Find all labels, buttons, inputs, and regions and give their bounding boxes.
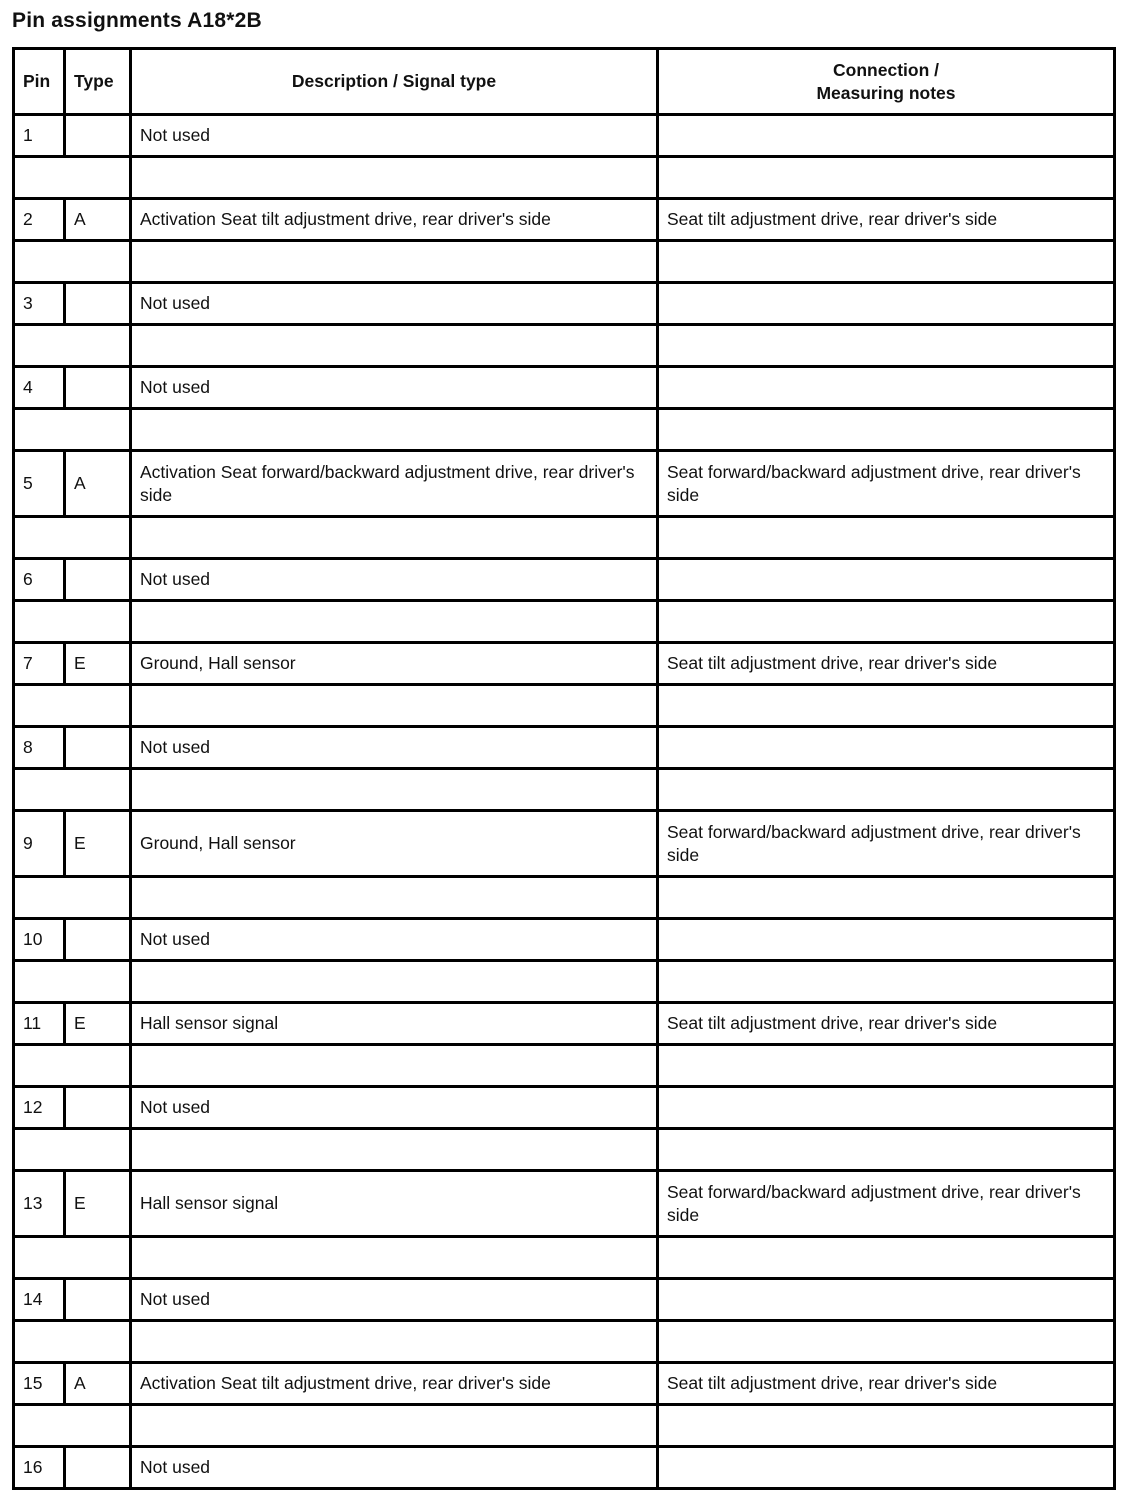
spacer-cell xyxy=(131,1129,658,1171)
table-row xyxy=(14,727,1115,769)
description-cell: Activation Seat tilt adjustment drive, rear driver's side xyxy=(131,1363,658,1405)
spacer-row xyxy=(14,685,1115,727)
pin-cell: 8 xyxy=(14,727,65,769)
spacer-row xyxy=(14,1321,1115,1363)
spacer-row xyxy=(14,769,1115,811)
spacer-cell xyxy=(658,601,1115,643)
spacer-row xyxy=(14,157,1115,199)
connection-cell xyxy=(658,919,1115,961)
spacer-cell xyxy=(14,877,131,919)
spacer-cell xyxy=(658,241,1115,283)
description-cell: Not used xyxy=(131,1087,658,1129)
connection-cell: Seat tilt adjustment drive, rear driver's side xyxy=(658,199,1115,241)
connection-cell xyxy=(658,1087,1115,1129)
type-cell: E xyxy=(65,643,131,685)
table-row xyxy=(14,919,1115,961)
connection-cell: Seat tilt adjustment drive, rear driver's side xyxy=(658,1363,1115,1405)
description-cell: Ground, Hall sensor xyxy=(131,811,658,877)
connection-cell xyxy=(658,115,1115,157)
spacer-cell xyxy=(658,157,1115,199)
description-cell: Activation Seat forward/backward adjustment drive, rear driver's side xyxy=(131,451,658,517)
table-row xyxy=(14,559,1115,601)
spacer-row xyxy=(14,517,1115,559)
spacer-row xyxy=(14,1405,1115,1447)
spacer-cell xyxy=(14,685,131,727)
pin-cell: 16 xyxy=(14,1447,65,1489)
spacer-cell xyxy=(14,157,131,199)
pin-cell: 1 xyxy=(14,115,65,157)
column-header-connection-line2: Measuring notes xyxy=(816,82,956,103)
type-cell: A xyxy=(65,199,131,241)
page-title: Pin assignments A18*2B xyxy=(12,9,262,32)
connection-cell xyxy=(658,1279,1115,1321)
table-row xyxy=(14,1363,1115,1405)
spacer-cell xyxy=(14,1045,131,1087)
spacer-cell xyxy=(658,409,1115,451)
spacer-cell xyxy=(14,1321,131,1363)
spacer-cell xyxy=(131,517,658,559)
description-cell: Not used xyxy=(131,115,658,157)
connection-cell xyxy=(658,283,1115,325)
spacer-cell xyxy=(658,685,1115,727)
table-row xyxy=(14,1087,1115,1129)
type-cell: E xyxy=(65,1171,131,1237)
spacer-cell xyxy=(14,769,131,811)
spacer-cell xyxy=(14,1237,131,1279)
spacer-row xyxy=(14,241,1115,283)
table-row xyxy=(14,367,1115,409)
connection-cell: Seat tilt adjustment drive, rear driver's side xyxy=(658,643,1115,685)
spacer-cell xyxy=(658,1405,1115,1447)
description-cell: Not used xyxy=(131,1279,658,1321)
column-header-description: Description / Signal type xyxy=(131,49,658,115)
pin-cell: 3 xyxy=(14,283,65,325)
description-cell: Not used xyxy=(131,919,658,961)
spacer-cell xyxy=(131,325,658,367)
type-cell xyxy=(65,727,131,769)
spacer-cell xyxy=(131,241,658,283)
type-cell xyxy=(65,559,131,601)
type-cell: A xyxy=(65,451,131,517)
spacer-cell xyxy=(131,1237,658,1279)
connection-cell xyxy=(658,367,1115,409)
pin-cell: 10 xyxy=(14,919,65,961)
spacer-cell xyxy=(658,1129,1115,1171)
spacer-row xyxy=(14,601,1115,643)
pin-cell: 2 xyxy=(14,199,65,241)
spacer-cell xyxy=(14,961,131,1003)
spacer-cell xyxy=(658,325,1115,367)
type-cell: E xyxy=(65,1003,131,1045)
pin-cell: 9 xyxy=(14,811,65,877)
column-header-connection xyxy=(658,49,1115,115)
description-cell: Ground, Hall sensor xyxy=(131,643,658,685)
description-cell: Not used xyxy=(131,559,658,601)
spacer-row xyxy=(14,1129,1115,1171)
spacer-cell xyxy=(131,1405,658,1447)
spacer-cell xyxy=(658,877,1115,919)
spacer-row xyxy=(14,877,1115,919)
pin-assignment-table xyxy=(12,47,1116,1490)
table-row xyxy=(14,1447,1115,1489)
connection-cell: Seat forward/backward adjustment drive, rear driver's side xyxy=(658,811,1115,877)
type-cell: E xyxy=(65,811,131,877)
table-row xyxy=(14,115,1115,157)
spacer-cell xyxy=(14,241,131,283)
type-cell xyxy=(65,1447,131,1489)
spacer-row xyxy=(14,325,1115,367)
type-cell xyxy=(65,283,131,325)
description-cell: Activation Seat tilt adjustment drive, rear driver's side xyxy=(131,199,658,241)
connection-cell xyxy=(658,1447,1115,1489)
spacer-cell xyxy=(131,877,658,919)
spacer-row xyxy=(14,961,1115,1003)
spacer-cell xyxy=(658,961,1115,1003)
pin-cell: 11 xyxy=(14,1003,65,1045)
description-cell: Hall sensor signal xyxy=(131,1171,658,1237)
spacer-cell xyxy=(14,409,131,451)
spacer-cell xyxy=(14,517,131,559)
spacer-cell xyxy=(658,517,1115,559)
pin-cell: 5 xyxy=(14,451,65,517)
type-cell xyxy=(65,1279,131,1321)
column-header-type: Type xyxy=(65,49,131,115)
table-header-row xyxy=(14,49,1115,115)
type-cell xyxy=(65,919,131,961)
spacer-cell xyxy=(14,1129,131,1171)
description-cell: Hall sensor signal xyxy=(131,1003,658,1045)
spacer-cell xyxy=(658,1045,1115,1087)
connection-cell xyxy=(658,727,1115,769)
spacer-cell xyxy=(131,409,658,451)
table-row xyxy=(14,199,1115,241)
type-cell xyxy=(65,115,131,157)
type-cell: A xyxy=(65,1363,131,1405)
pin-cell: 15 xyxy=(14,1363,65,1405)
description-cell: Not used xyxy=(131,283,658,325)
pin-cell: 7 xyxy=(14,643,65,685)
spacer-cell xyxy=(131,685,658,727)
spacer-row xyxy=(14,1045,1115,1087)
description-cell: Not used xyxy=(131,727,658,769)
pin-cell: 12 xyxy=(14,1087,65,1129)
spacer-cell xyxy=(131,601,658,643)
description-cell: Not used xyxy=(131,1447,658,1489)
pin-cell: 13 xyxy=(14,1171,65,1237)
table-row xyxy=(14,1003,1115,1045)
spacer-row xyxy=(14,409,1115,451)
table-row xyxy=(14,1171,1115,1237)
table-row xyxy=(14,811,1115,877)
spacer-cell xyxy=(658,769,1115,811)
column-header-pin: Pin xyxy=(14,49,65,115)
spacer-cell xyxy=(14,601,131,643)
spacer-cell xyxy=(131,157,658,199)
table-row xyxy=(14,643,1115,685)
spacer-cell xyxy=(131,1045,658,1087)
connection-cell: Seat forward/backward adjustment drive, rear driver's side xyxy=(658,1171,1115,1237)
table-row xyxy=(14,1279,1115,1321)
pin-cell: 4 xyxy=(14,367,65,409)
connection-cell: Seat forward/backward adjustment drive, rear driver's side xyxy=(658,451,1115,517)
type-cell xyxy=(65,1087,131,1129)
connection-cell xyxy=(658,559,1115,601)
spacer-row xyxy=(14,1237,1115,1279)
spacer-cell xyxy=(131,769,658,811)
column-header-connection-line1: Connection / xyxy=(833,59,939,80)
spacer-cell xyxy=(658,1237,1115,1279)
table-row xyxy=(14,283,1115,325)
spacer-cell xyxy=(131,961,658,1003)
connection-cell: Seat tilt adjustment drive, rear driver's side xyxy=(658,1003,1115,1045)
type-cell xyxy=(65,367,131,409)
pin-cell: 14 xyxy=(14,1279,65,1321)
spacer-cell xyxy=(14,325,131,367)
table-row xyxy=(14,451,1115,517)
pin-cell: 6 xyxy=(14,559,65,601)
description-cell: Not used xyxy=(131,367,658,409)
spacer-cell xyxy=(14,1405,131,1447)
spacer-cell xyxy=(131,1321,658,1363)
spacer-cell xyxy=(658,1321,1115,1363)
